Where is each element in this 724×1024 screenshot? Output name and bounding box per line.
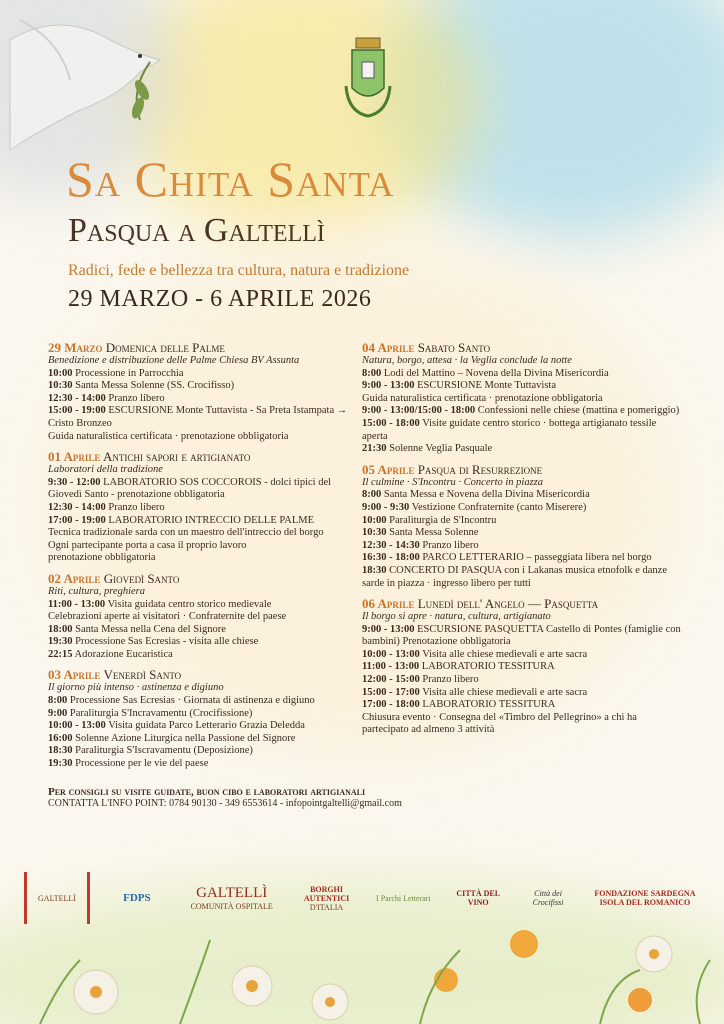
logo-borghi-autentici [297, 872, 357, 924]
event-text: Visita guidata Parco Letterario Grazia Deledda [108, 720, 305, 732]
event-time: 18:30 [48, 745, 73, 757]
event-row [48, 393, 348, 406]
event-row [362, 699, 682, 712]
event-text: Ogni partecipante porta a casa il proprio lavoro [48, 539, 247, 551]
event-row [48, 515, 348, 528]
event-text: Santa Messa Solenne [389, 527, 479, 539]
event-text: Confessioni nelle chiese (mattina e pomeriggio) [477, 405, 680, 417]
event-time: 9:00 - 13:00 [362, 623, 415, 635]
event-text: CONCERTO DI PASQUA con i Lakanas musica etnofolk e danze sarde in piazza · ingresso libero per tutti [362, 564, 667, 589]
event-text: Pranzo libero [108, 392, 165, 404]
event-row [362, 393, 682, 406]
event-text: Pranzo libero [422, 674, 479, 686]
day-date: 05 Aprile [362, 461, 415, 477]
schedule-right-column [362, 340, 682, 743]
event-text: Visita guidata centro storico medievale [107, 598, 272, 610]
event-text: Tecnica tradizionale sarda con un maestro dell'intreccio del borgo [48, 527, 324, 539]
event-time: 8:00 [362, 489, 382, 501]
logo-galtelli-bandiera [24, 872, 90, 924]
event-time: 15:00 - 19:00 [48, 405, 106, 417]
day-subtitle: Riti, cultura, preghiera [48, 585, 146, 597]
event-row [362, 527, 682, 540]
event-row [48, 380, 348, 393]
event-time: 10:00 - 13:00 [48, 720, 106, 732]
logo-sublabel: D'ITALIA [309, 902, 344, 912]
day-heading [48, 340, 348, 355]
event-text: Solenne Veglia Pasquale [389, 443, 493, 455]
event-time: 12:30 - 14:30 [362, 539, 420, 551]
event-row [362, 502, 682, 515]
day-heading [362, 596, 682, 611]
day-subtitle: Benedizione e distribuzione delle Palme Chiesa BV Assunta [48, 355, 300, 366]
event-text: Santa Messa Solenne (SS. Crocifisso) [75, 380, 235, 392]
logo-label: FONDAZIONE SARDEGNA ISOLA DEL ROMANICO [594, 889, 696, 907]
event-row [48, 611, 348, 624]
event-time: 19:30 [48, 636, 73, 648]
event-time: 15:00 - 17:00 [362, 686, 420, 698]
event-time: 16:30 - 18:00 [362, 552, 420, 564]
day-block [48, 667, 348, 770]
day-name: Pasqua di Resurrezione [417, 461, 543, 477]
day-subtitle: Il borgo si apre · natura, cultura, artigianato [362, 611, 551, 623]
event-time: 12:00 - 15:00 [362, 674, 420, 686]
event-text: Visita alle chiese medievali e arte sacra [422, 648, 588, 660]
day-name: Giovedì Santo [103, 570, 180, 586]
event-row [48, 368, 348, 381]
event-row [48, 624, 348, 637]
page-subtitle: Pasqua a Galtellì [68, 212, 325, 249]
day-date: 06 Aprile [362, 596, 415, 612]
logo-label: BORGHI AUTENTICI [303, 884, 350, 903]
event-text: prenotazione obbligatoria [48, 552, 156, 564]
event-time: 16:00 [48, 732, 73, 744]
event-row [362, 552, 682, 565]
event-text: Processione per le vie del paese [75, 758, 209, 770]
event-text: LABORATORIO TESSITURA [422, 699, 556, 711]
logo-galtelli-ospitale [184, 872, 280, 924]
event-row [362, 368, 682, 381]
event-row [48, 758, 348, 771]
event-text: Guida naturalistica certificata · prenotazione obbligatoria [48, 430, 289, 442]
event-text: Guida naturalistica certificata · prenotazione obbligatoria [362, 392, 603, 404]
event-time: 17:00 - 19:00 [48, 514, 106, 526]
event-row [362, 687, 682, 700]
event-row [362, 712, 682, 737]
event-row [362, 489, 682, 502]
event-row [48, 636, 348, 649]
tagline: Radici, fede e bellezza tra cultura, natura e tradizione [68, 262, 410, 279]
event-text: LABORATORIO INTRECCIO DELLE PALME [108, 514, 315, 526]
event-time: 10:00 [362, 514, 387, 526]
coat-of-arms-icon [340, 36, 396, 120]
event-time: 10:30 [48, 380, 73, 392]
event-text: Pranzo libero [422, 539, 479, 551]
event-text: Paraliturgia de S'Incontru [389, 514, 497, 526]
schedule-left-column [48, 340, 348, 777]
event-row [48, 695, 348, 708]
day-block [48, 449, 348, 565]
day-date: 04 Aprile [362, 340, 415, 355]
event-row [362, 565, 682, 590]
event-row [362, 661, 682, 674]
day-subtitle: Laboratori della tradizione [48, 464, 163, 476]
dove-icon [0, 0, 170, 160]
event-text: Santa Messa nella Cena del Signore [75, 623, 226, 635]
day-block [362, 596, 682, 737]
day-date: 02 Aprile [48, 570, 101, 586]
event-time: 21:30 [362, 443, 387, 455]
event-row [48, 527, 348, 540]
day-heading [48, 449, 348, 464]
event-row [48, 708, 348, 721]
event-time: 18:00 [48, 623, 73, 635]
logo-citta-vino [450, 872, 506, 924]
event-time: 11:00 - 13:00 [48, 598, 106, 610]
event-row [362, 674, 682, 687]
logo-label: FDPS [123, 892, 151, 904]
event-dates: 29 MARZO - 6 APRILE 2026 [68, 286, 372, 312]
flowers-decoration [0, 930, 724, 1024]
event-text: Processione Sas Ecresias · Giornata di astinenza e digiuno [69, 695, 315, 707]
event-text: ESCURSIONE Monte Tuttavista - Sa Preta Istampata → Cristo Bronzeo [48, 405, 348, 429]
day-heading [362, 340, 682, 355]
event-row [362, 405, 682, 418]
day-block [48, 340, 348, 443]
day-name: Domenica delle Palme [105, 340, 225, 355]
day-subtitle: Il giorno più intenso · astinenza e digiuno [48, 682, 224, 694]
event-time: 8:00 [362, 367, 382, 379]
event-text: Paraliturgia S'Incravamentu (Crocifissione) [69, 707, 253, 719]
event-row [48, 431, 348, 444]
event-row [48, 405, 348, 430]
event-text: Santa Messa e Novena della Divina Misericordia [383, 489, 590, 501]
logo-sublabel: COMUNITÀ OSPITALE [190, 902, 273, 911]
event-row [48, 540, 348, 553]
day-block [48, 571, 348, 662]
event-row [48, 745, 348, 758]
event-text: PARCO LETTERARIO – passeggiata libera nel borgo [422, 552, 652, 564]
event-row [362, 540, 682, 553]
logo-label: I Parchi Letterari [376, 893, 431, 903]
event-time: 17:00 - 18:00 [362, 699, 420, 711]
event-row [48, 733, 348, 746]
day-name: Venerdì Santo [103, 667, 182, 683]
logo-citta-crocifissi [523, 872, 573, 924]
day-name: Lunedì dell' Angelo — Pasquetta [417, 596, 599, 612]
event-text: Adorazione Eucaristica [74, 648, 173, 660]
event-time: 9:00 - 9:30 [362, 501, 410, 513]
day-heading [48, 667, 348, 682]
logo-fondazione-sardegna [590, 872, 700, 924]
event-text: Visite guidate centro storico · bottega artigianato tessile aperta [362, 417, 657, 442]
partner-logos [24, 868, 700, 928]
event-time: 12:30 - 14:00 [48, 501, 106, 513]
event-text: Chiusura evento · Consegna del «Timbro del Pellegrino» a chi ha partecipato ad almeno 3 attività [362, 711, 637, 736]
day-date: 01 Aprile [48, 449, 101, 465]
info-footer [48, 786, 402, 810]
event-row [362, 418, 682, 443]
event-time: 9:00 - 13:00 [362, 380, 415, 392]
day-date: 29 Marzo [48, 340, 103, 355]
day-block [362, 462, 682, 590]
event-row [48, 599, 348, 612]
event-row [48, 720, 348, 733]
event-text: Celebrazioni aperte ai visitatori · Confraternite del paese [48, 611, 287, 623]
event-row [48, 552, 348, 565]
event-time: 11:00 - 13:00 [362, 661, 420, 673]
event-text: ESCURSIONE Monte Tuttavista [417, 380, 556, 392]
info-heading: Per consigli su visite guidate, buon cibo e laboratori artigianali [48, 786, 366, 798]
event-row [362, 649, 682, 662]
event-text: Paraliturgia S'Iscravamentu (Deposizione) [75, 745, 253, 757]
event-text: Visita alle chiese medievali e arte sacra [422, 686, 588, 698]
event-time: 9:30 - 12:00 [48, 476, 101, 488]
info-contact: CONTATTA L'INFO POINT: 0784 90130 - 349 6553614 - infopointgaltelli@gmail.com [48, 798, 402, 809]
event-text: LABORATORIO TESSITURA [421, 661, 555, 673]
day-subtitle: Natura, borgo, attesa · la Veglia conclude la notte [362, 355, 572, 366]
logo-label: GALTELLÌ [38, 893, 76, 903]
event-row [362, 624, 682, 649]
event-row [362, 380, 682, 393]
event-row [362, 443, 682, 456]
event-text: LABORATORIO SOS COCCOROIS - dolci tipici del Giovedì Santo - prenotazione obbligatoria [48, 476, 332, 501]
event-time: 10:30 [362, 527, 387, 539]
event-text: ESCURSIONE PASQUETTA Castello di Pontes (famiglie con bambini) Prenotazione obbligatoria [362, 623, 681, 648]
event-time: 10:00 - 13:00 [362, 648, 420, 660]
event-time: 10:00 [48, 367, 73, 379]
day-subtitle: Il culmine · S'Incontru · Concerto in piazza [362, 476, 544, 488]
event-text: Processione in Parrocchia [75, 367, 184, 379]
logo-label: CITTÀ DEL VINO [456, 889, 501, 907]
day-name: Sabato Santo [417, 340, 491, 355]
event-row [48, 502, 348, 515]
event-row [48, 649, 348, 662]
logo-label: Città dei Crocifissi [532, 889, 564, 907]
day-heading [362, 462, 682, 477]
event-text: Processione Sas Ecresias - visita alle chiese [75, 636, 259, 648]
page-title: Sa Chita Santa [66, 151, 395, 207]
day-name: Antichi sapori e artigianato [102, 449, 251, 465]
event-time: 18:30 [362, 564, 387, 576]
event-time: 22:15 [48, 648, 73, 660]
day-block [362, 340, 682, 456]
event-time: 15:00 - 18:00 [362, 417, 420, 429]
event-time: 9:00 [48, 707, 68, 719]
logo-fdps [107, 872, 167, 924]
event-text: Lodi del Mattino – Novena della Divina Misericordia [383, 367, 609, 379]
logo-parchi-letterari [373, 872, 433, 924]
event-time: 19:30 [48, 758, 73, 770]
event-time: 12:30 - 14:00 [48, 392, 106, 404]
event-row [48, 477, 348, 502]
event-time: 9:00 - 13:00/15:00 - 18:00 [362, 405, 476, 417]
event-time: 8:00 [48, 695, 68, 707]
event-text: Solenne Azione Liturgica nella Passione del Signore [75, 732, 296, 744]
event-row [362, 515, 682, 528]
logo-label: GALTELLÌ [196, 885, 268, 901]
event-text: Pranzo libero [108, 501, 165, 513]
event-text: Vestizione Confraternite (canto Miserere) [411, 501, 587, 513]
day-heading [48, 571, 348, 586]
day-date: 03 Aprile [48, 667, 101, 683]
